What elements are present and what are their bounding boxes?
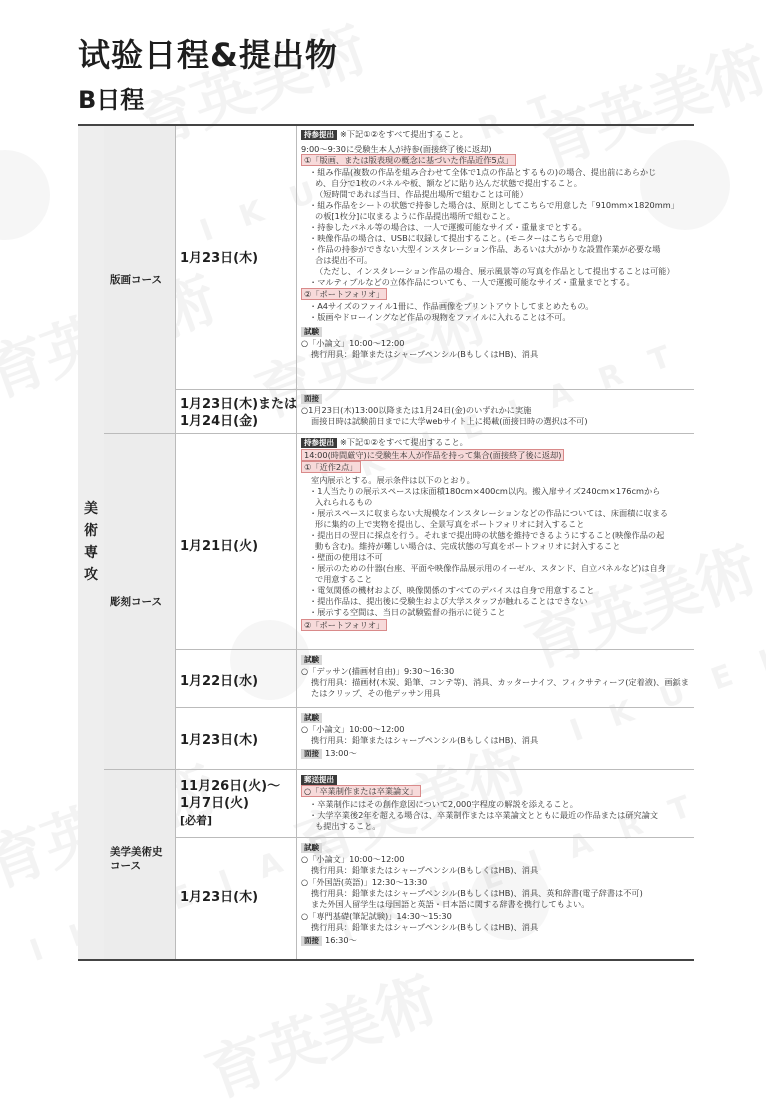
detail-line: め、自分で1枚のパネルや板、額などに貼り込んだ状態で提出すること。 [315,178,582,188]
detail-cell [297,838,694,959]
detail-header [301,437,468,448]
highlight-text: ①「版画、または版表現の概念に基づいた作品近作5点」 [301,154,516,166]
detail-line: 携行用具：鉛筆またはシャープペンシル(BもしくはHB)、消具 [311,922,539,932]
detail-line [301,289,387,300]
detail-line: ・卒業制作にはその創作意図について2,000字程度の解説を添えること。 [309,799,578,809]
date-cell [176,708,297,770]
highlight-text: ②「ポートフォリオ」 [301,288,387,300]
detail-line: 携行用具：描画材(木炭、鉛筆、コンテ等)、消具、カッターナイフ、フィクサティーフ(定着液)、画鋲ま [311,677,689,687]
detail-line: も提出すること。 [315,821,381,831]
schedule-label: B日程 [78,86,145,114]
tag-mensetsu: 面接 [301,749,322,759]
major-char: 美 [84,501,98,517]
course-cell-hanga [104,126,176,434]
tag-mensetsu: 面接 [301,936,322,946]
date-label [180,778,280,829]
detail-line: 携行用具：鉛筆またはシャープペンシル(BもしくはHB)、消具 [311,349,539,359]
detail-line [301,393,325,404]
course-cell-bigaku [104,770,176,959]
date-label: 1月23日(木) [180,733,259,748]
detail-line: ○「小論文」10:00～12:00 [301,854,405,864]
date-label: 1月23日(木) [180,890,259,905]
detail-line [301,450,564,461]
course-cell-choukoku [104,434,176,770]
major-char: 専 [84,545,98,561]
detail-line: ・展示スペースに収まらない大規模なインスタレーションなどの作品については、床面積に収まる [309,508,669,518]
major-char: 攻 [84,567,98,583]
course-name-line: コース [110,860,141,872]
tag-mensetsu: 面接 [301,394,322,404]
highlight-text: ①「近作2点」 [301,461,361,473]
date-cell [176,838,297,959]
watermark-blob [0,150,50,240]
tag-shiken: 試験 [301,713,322,723]
detail-line: ・壁面の使用は不可 [309,552,383,562]
detail-line: 入れられるもの [315,497,373,507]
detail-line: ○「デッサン(描画材自由)」9:30～16:30 [301,666,455,676]
detail-line [301,462,361,473]
detail-line: ○「小論文」10:00～12:00 [301,724,405,734]
detail-cell [297,126,694,390]
detail-line: ・作品の持参ができない大型インスタレーション作品、あるいは大がかりな設置作業が必要な場 [309,244,661,254]
detail-line: 室内展示とする。展示条件は以下のとおり。 [311,475,475,485]
watermark-brand [193,952,448,1114]
tag-jisan: 持参提出 [301,130,337,140]
detail-line: ○「小論文」10:00～12:00 [301,338,405,348]
course-name-line: 美学美術史 [110,846,163,858]
detail-line: 携行用具：鉛筆またはシャープペンシル(BもしくはHB)、消具、英和辞書(電子辞書は不可) [311,888,643,898]
tag-jisan: 持参提出 [301,438,337,448]
date-cell [176,126,297,390]
date-line: 1月24日(金) [180,414,259,429]
detail-line: ・提出日の翌日に採点を行う。それまで提出時の状態を維持できるようにすること(映像作品の起 [309,530,665,540]
detail-line: ・持参したパネル等の場合は、一人で運搬可能なサイズ・重量までとする。 [309,222,587,232]
schedule-table [78,124,694,961]
date-label: 1月22日(水) [180,674,259,689]
detail-line: で用意すること [315,574,373,584]
detail-cell [297,650,694,708]
major-char: 術 [84,523,98,539]
detail-line: ・A4サイズのファイル1冊に、作品画像をプリントアウトしてまとめたもの。 [309,301,594,311]
course-name: 彫刻コース [110,596,162,608]
detail-line [301,786,421,797]
tag-shiken: 試験 [301,327,322,337]
detail-line: ・組み作品(複数の作品を組み合わせて全体で1点の作品とするもの)の場合、提出前にあらかじ [309,167,657,177]
detail-line: 携行用具：鉛筆またはシャープペンシル(BもしくはHB)、消具 [311,865,539,875]
detail-header [301,129,468,140]
detail-line: 携行用具：鉛筆またはシャープペンシル(BもしくはHB)、消具 [311,735,539,745]
detail-line: 9:00～9:30に受験生本人が持参(面接終了後に返却) [301,144,492,154]
detail-line: ・組み作品をシートの状態で持参した場合は、原則としてこちらで用意した「910mm×1820mm」 [309,200,679,210]
detail-line: （短時間であれば当日、作品提出場所で組むことは可能） [315,189,528,199]
detail-header-text: ※下記①②をすべて提出すること。 [340,437,468,447]
detail-cell [297,390,694,434]
date-line: 1月23日(木)または [180,397,298,412]
tag-shiken: 試験 [301,843,322,853]
detail-line: 合は提出不可。 [315,255,373,265]
page-title: 试验日程&提出物 [78,36,338,74]
detail-header-text: ※下記①②をすべて提出すること。 [340,129,468,139]
detail-line: ・展示のための什器(台座、平面や映像作品展示用のイーゼル、スタンド、自立パネルなど)は自身 [309,563,666,573]
date-cell [176,650,297,708]
detail-line: 面接日時は試験前日までに大学webサイト上に掲載(面接日時の選択は不可) [311,416,588,426]
detail-line [301,326,325,337]
detail-line: ○1月23日(木)13:00以降または1月24日(金)のいずれかに実施 [301,405,532,415]
date-label: 1月23日(木) [180,251,259,266]
detail-line: ○「外国語(英語)」12:30～13:30 [301,877,428,887]
detail-line: ○「専門基礎(筆記試験)」14:30～15:30 [301,911,452,921]
detail-line [301,774,340,785]
date-line: 1月7日(火) [180,796,249,811]
date-cell [176,390,297,434]
detail-line: ・電気関係の機材および、映像関係のすべてのデバイスは自身で用意すること [309,585,595,595]
tag-yuusou: 郵送提出 [301,775,337,785]
detail-line: 動も含む)。維持が難しい場合は、完成状態の写真をポートフォリオに封入すること [315,541,621,551]
detail-line [301,654,325,665]
detail-line: ・マルティプルなどの立体作品についても、一人で運搬可能なサイズ・重量までとする。 [309,277,635,287]
detail-text: 16:30～ [325,935,357,945]
detail-line [301,748,357,759]
date-label: 1月21日(火) [180,539,259,554]
detail-line: ・版画やドローイングなど作品の現物をファイルに入れることは不可。 [309,312,571,322]
date-cell [176,434,297,650]
detail-line: 形に集約の上で実物を提出し、全景写真をポートフォリオに封入すること [315,519,585,529]
detail-line [301,620,387,631]
major-column [78,126,105,959]
course-name [110,845,163,873]
detail-line: ・大学卒業後2年を超える場合は、卒業制作または卒業論文とともに最近の作品または研究論文 [309,810,659,820]
detail-line: また外国人留学生は母国語と英語・日本語に関する辞書を携行してもよい。 [311,899,590,909]
highlight-text: 14:00(時間厳守)に受験生本人が作品を持って集合(面接終了後に返却) [301,449,564,461]
date-line: [必着] [180,814,213,827]
highlight-text: ○「卒業制作または卒業論文」 [301,785,421,797]
date-cell [176,770,297,838]
detail-text: 13:00～ [325,748,357,758]
tag-shiken: 試験 [301,655,322,665]
detail-line [301,155,516,166]
highlight-text: ②「ポートフォリオ」 [301,619,387,631]
detail-cell [297,770,694,838]
date-label [180,396,297,430]
detail-line [301,935,357,946]
date-line: 11月26日(火)～ [180,779,281,794]
detail-line [301,712,325,723]
detail-cell [297,434,694,650]
detail-line: の板[1枚分]に収まるように作品提出場所で組むこと。 [315,211,515,221]
detail-line: ・提出作品は、提出後に受験生および大学スタッフが触れることはできない [309,596,588,606]
detail-line: （ただし、インスタレーション作品の場合、展示風景等の写真を作品として提出することは可能） [315,266,675,276]
course-name: 版画コース [110,274,162,286]
detail-line: ・1人当たりの展示スペースは床面積180cm×400cm以内。搬入扉サイズ240cm×176cmから [309,486,661,496]
detail-cell [297,708,694,770]
detail-line: たはクリップ、その他デッサン用具 [311,688,441,698]
detail-line: ・展示する空間は、当日の試験監督の指示に従うこと [309,607,506,617]
detail-line [301,842,325,853]
detail-line: ・映像作品の場合は、USBに収録して提出すること。(モニターはこちらで用意) [309,233,603,243]
